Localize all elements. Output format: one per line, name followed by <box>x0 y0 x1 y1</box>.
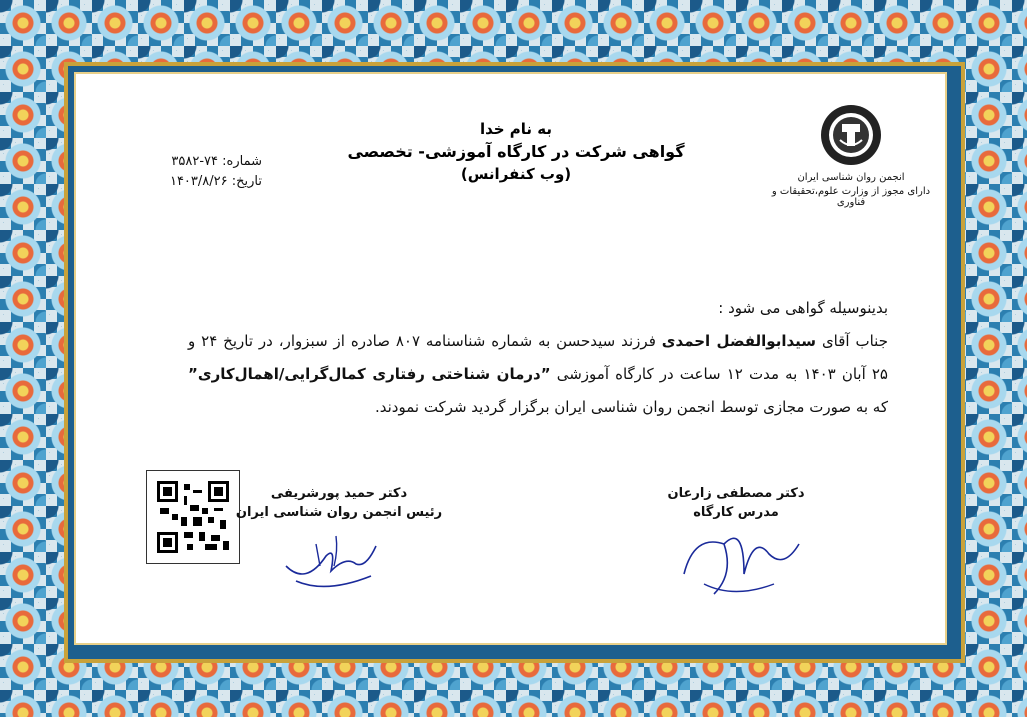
certificate-title: گواهی شرکت در کارگاه آموزشی- تخصصی <box>347 142 685 161</box>
signature-left-icon <box>276 526 386 596</box>
certificate-body <box>188 292 888 424</box>
number-value: ۷۴-۳۵۸۲ <box>171 154 219 169</box>
date-label: تاریخ: <box>231 174 262 189</box>
intro-line: بدینوسیله گواهی می شود : <box>718 299 888 317</box>
title-basmala: به نام خدا <box>479 120 553 138</box>
qr-code-icon <box>157 481 229 553</box>
course-title: ”درمان شناختی رفتاری کمال‌گرایی/اهمال‌کاری” <box>188 365 551 383</box>
title-block <box>316 120 716 183</box>
signature-left <box>224 486 454 520</box>
signatory-right-role: مدرس کارگاه <box>693 505 779 520</box>
recipient-name: سیدابوالفضل احمدی <box>661 332 817 350</box>
date-value: ۱۴۰۳/۸/۲۶ <box>169 174 228 189</box>
signatory-left-role: رئیس انجمن روان شناسی ایران <box>235 505 443 520</box>
header-logo-block <box>766 104 936 208</box>
license-text: دارای مجوز از وزارت علوم،تحقیقات و فناوری <box>771 186 931 208</box>
certificate-paper <box>74 72 947 645</box>
body-end: که به صورت مجازی توسط انجمن روان شناسی ایران برگزار گردید شرکت نمودند. <box>374 398 888 416</box>
signatory-right-name: دکتر مصطفی زارعان <box>667 486 805 501</box>
body-middle: فرزند سیدحسن به شماره شناسنامه ۸۰۷ صادره از سبزوار، در تاریخ ۲۴ و ۲۵ آبان ۱۴۰۳ به مدت ۱۲ ساعت در کارگاه آموزشی <box>188 332 888 383</box>
org-name: انجمن روان شناسی ایران <box>797 172 905 183</box>
signatory-left-name: دکتر حمید پورشریفی <box>270 486 408 501</box>
date-row <box>152 174 262 189</box>
certificate-subtitle: (وب کنفرانس) <box>460 165 572 183</box>
body-prefix: جناب آقای <box>821 332 888 350</box>
association-logo-icon <box>820 104 882 166</box>
number-row <box>152 154 262 169</box>
body-paragraph <box>188 325 888 424</box>
signature-right-icon <box>674 514 804 604</box>
number-label: شماره: <box>222 154 262 169</box>
meta-block <box>152 154 262 194</box>
